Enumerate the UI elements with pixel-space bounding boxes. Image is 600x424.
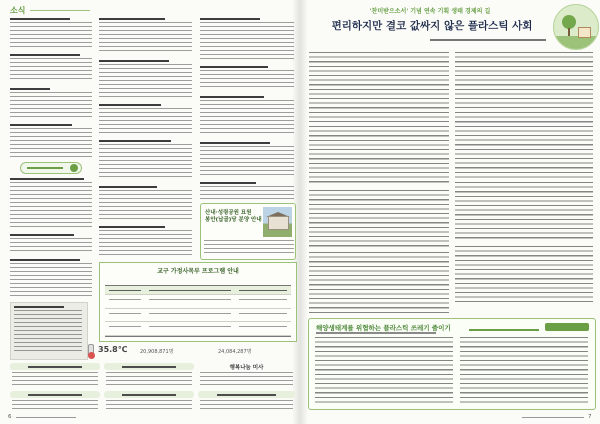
text-block-heading — [99, 104, 161, 106]
text-block-lines — [14, 310, 82, 354]
text-block-lines — [99, 108, 192, 134]
text-block-heading — [200, 142, 270, 144]
text-block-lines — [12, 372, 98, 388]
text-block — [10, 88, 92, 118]
section-label: 소식 — [10, 6, 26, 15]
notice-pill — [20, 162, 82, 174]
table-cell — [235, 309, 291, 323]
text-block-heading — [10, 88, 50, 90]
text-block — [309, 190, 449, 248]
right-footer-line — [522, 417, 584, 418]
pill-text-line — [27, 167, 63, 169]
text-block-heading — [10, 18, 70, 20]
text-block — [460, 337, 588, 403]
bottom-col3-header: 행복나눔 미사 — [229, 365, 264, 371]
text-block-heading — [10, 178, 84, 180]
text-block — [309, 52, 449, 122]
ossuary-title-line1: 산내·성령공원 묘원 — [205, 210, 252, 216]
text-block — [10, 54, 92, 82]
bottom-col1-subheader — [10, 391, 100, 398]
text-block-lines — [106, 372, 192, 388]
table-cell — [145, 295, 235, 309]
text-block — [455, 112, 593, 178]
text-block — [106, 372, 192, 388]
text-block-lines — [315, 337, 453, 403]
sidebar-right-title — [469, 323, 539, 331]
text-block — [200, 142, 294, 176]
text-block-lines — [200, 372, 293, 388]
text-block — [12, 400, 98, 412]
text-block — [204, 240, 294, 254]
ossuary-title-line2: 봉안(납골)당 분양 안내 — [205, 217, 262, 223]
text-block-lines — [200, 70, 294, 90]
text-block-heading — [99, 18, 165, 20]
text-block-lines — [200, 400, 293, 412]
text-block-heading — [200, 18, 260, 20]
text-block — [10, 178, 92, 228]
bottom-col3-subheader — [198, 391, 295, 398]
text-block — [455, 182, 593, 242]
text-block-heading — [10, 124, 72, 126]
sidebar-subline — [316, 332, 436, 334]
text-block-heading — [99, 186, 157, 188]
text-block-lines — [12, 400, 98, 412]
text-block-lines — [460, 337, 588, 403]
text-block-heading — [10, 54, 80, 56]
text-block — [14, 306, 82, 354]
table-cell — [105, 295, 145, 309]
sidebar-tag — [545, 323, 589, 331]
building-body — [268, 216, 289, 230]
text-block-lines — [99, 64, 192, 98]
text-block-lines — [309, 52, 449, 122]
text-block-lines — [200, 22, 294, 60]
text-block-lines — [10, 22, 92, 48]
text-block-lines — [99, 144, 192, 180]
text-block-lines — [10, 92, 92, 118]
ossuary-building-photo — [263, 207, 292, 237]
text-block-heading — [10, 259, 80, 261]
text-block — [12, 372, 98, 388]
text-block-lines — [10, 58, 92, 82]
text-block-heading — [99, 60, 169, 62]
text-block-lines — [10, 128, 92, 158]
table-cell — [145, 309, 235, 323]
book-icon — [70, 164, 78, 172]
bottom-col1-header — [10, 363, 100, 370]
stats-row — [88, 343, 296, 359]
text-block-lines — [99, 22, 192, 54]
left-footer-line — [16, 417, 76, 418]
text-block-lines — [455, 52, 593, 108]
stat-count-1: 20,908,871명 — [140, 349, 174, 355]
text-block-lines — [455, 246, 593, 302]
text-block-heading — [200, 96, 264, 98]
text-block — [99, 140, 192, 180]
program-table — [105, 285, 291, 337]
article-headline: 편리하지만 결코 값싸지 않은 플라스틱 사회 — [331, 20, 533, 32]
tree-icon — [562, 15, 576, 29]
text-block — [200, 18, 294, 60]
program-guide-box — [99, 262, 297, 342]
text-block — [10, 18, 92, 48]
text-block — [99, 186, 192, 220]
article-byline — [430, 39, 546, 41]
text-block-lines — [99, 230, 192, 258]
text-block — [315, 337, 453, 403]
text-block — [10, 234, 92, 254]
text-block — [106, 400, 192, 412]
table-cell — [145, 322, 235, 336]
text-block-lines — [204, 240, 294, 254]
right-page-number: 7 — [588, 414, 592, 420]
bottom-col2-header — [104, 363, 194, 370]
text-block — [200, 372, 293, 388]
bottom-col2-subheader — [104, 391, 194, 398]
series-banner: '찬미받으소서' 기념 연속 기획 생태 경제의 길 — [369, 8, 491, 15]
text-block — [10, 124, 92, 158]
text-block-lines — [309, 126, 449, 186]
text-block — [309, 126, 449, 186]
text-block — [99, 104, 192, 134]
text-block — [455, 246, 593, 302]
text-block — [200, 400, 293, 412]
text-block — [99, 60, 192, 98]
tree-trunk — [568, 28, 570, 36]
text-block-heading — [99, 226, 165, 228]
temperature-value: 35.8℃ — [98, 345, 128, 354]
text-block — [455, 52, 593, 108]
text-block-lines — [200, 100, 294, 136]
text-block-heading — [99, 140, 171, 142]
text-block-heading — [14, 306, 64, 308]
ground-shape — [554, 36, 598, 49]
text-block-lines — [10, 238, 92, 254]
stat-count-2: 24,084,287명 — [218, 349, 252, 355]
text-block — [99, 18, 192, 54]
text-block — [10, 259, 92, 297]
text-block-lines — [10, 182, 92, 228]
eco-illustration — [553, 4, 599, 50]
thermometer-icon — [88, 344, 94, 357]
program-guide-title: 교구 가정사목부 프로그램 안내 — [157, 268, 239, 275]
text-block-lines — [455, 112, 593, 178]
text-block — [200, 66, 294, 90]
text-block-lines — [455, 182, 593, 242]
table-cell — [235, 322, 291, 336]
text-block-lines — [106, 400, 192, 412]
text-block-lines — [10, 263, 92, 297]
table-cell — [235, 295, 291, 309]
text-block-heading — [200, 66, 268, 68]
table-header-cell — [235, 286, 291, 295]
text-block — [200, 96, 294, 136]
text-block — [309, 252, 449, 314]
house-icon — [578, 27, 591, 38]
table-header-cell — [105, 286, 145, 295]
table-cell — [105, 309, 145, 323]
table-cell — [105, 322, 145, 336]
text-block — [99, 226, 192, 258]
text-block-lines — [309, 252, 449, 314]
sidebar-title: 해양생태계를 위협하는 플라스틱 쓰레기 줄이기 — [316, 324, 451, 332]
text-block-heading — [10, 234, 74, 236]
text-block — [200, 182, 294, 200]
text-block-lines — [99, 190, 192, 220]
text-block-lines — [200, 186, 294, 200]
text-block-lines — [309, 190, 449, 248]
table-header-cell — [145, 286, 235, 295]
left-page-number: 6 — [8, 414, 12, 420]
section-rule — [30, 10, 90, 11]
text-block-heading — [200, 182, 256, 184]
text-block-lines — [200, 146, 294, 176]
